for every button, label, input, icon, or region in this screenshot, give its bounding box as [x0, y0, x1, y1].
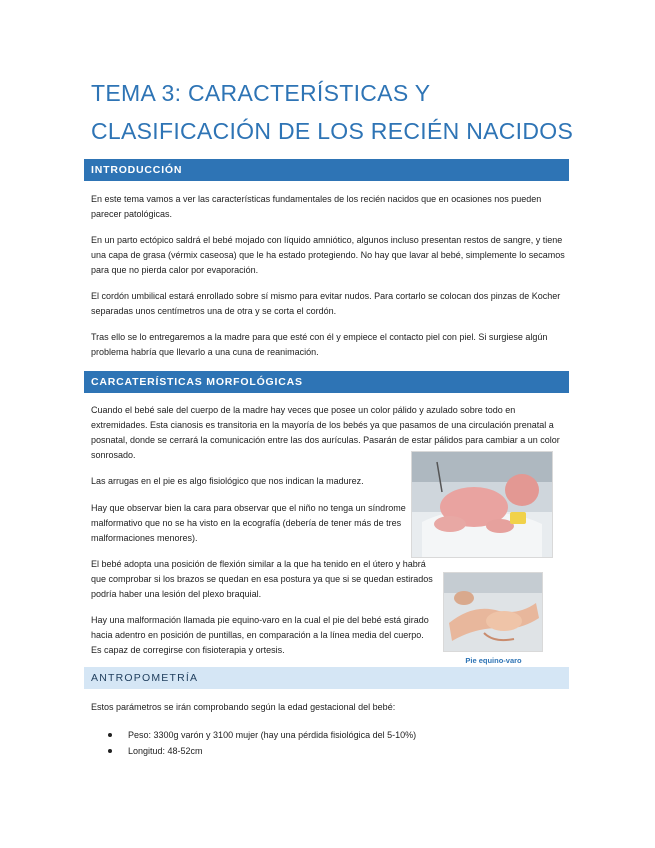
bullet-icon	[108, 749, 112, 753]
bullet-icon	[108, 733, 112, 737]
morpho-paragraph-4: El bebé adopta una posición de flexión similar a la que ha tenido en el útero y habrá que comprobar si los brazos se quedan en esa postura ya que si se quedan estirados podría haber una lesión del plexo braquial.	[91, 559, 433, 599]
clubfoot-caption: Pie equino-varo	[465, 656, 522, 665]
morpho-paragraph-1: Cuando el bebé sale del cuerpo de la madre hay veces que posee un color pálido y azulado sobre todo en extremidades. Esta cianosis es transitoria en la mayoría de los bebés ya que pasamos de una circulación prenatal a posnatal, donde se cerrará la comunicación entre las dos aurículas. Pasarán de estar pálidos para cambiar a un color sonrosado.	[91, 405, 560, 460]
intro-paragraph-2: En un parto ectópico saldrá el bebé mojado con líquido amniótico, algunos incluso presentan restos de sangre, y tiene una capa de grasa (vérmix caseosa) que le ha estado protegiendo. No hay que lavar al bebé, simplemente lo secamos para que no pierda calor por evaporación.	[91, 235, 565, 275]
section-heading-anthropometry: ANTROPOMETRÍA	[84, 667, 569, 689]
anthro-intro: Estos parámetros se irán comprobando según la edad gestacional del bebé:	[91, 702, 396, 712]
intro-paragraph-4: Tras ello se lo entregaremos a la madre para que esté con él y empiece el contacto piel con piel. Si surgiese algún problema habría que llevarlo a una cuna de reanimación.	[91, 332, 548, 357]
anthro-bullet-list	[108, 727, 416, 759]
intro-paragraph-1: En este tema vamos a ver las características fundamentales de los recién nacidos que en ocasiones nos pueden parecer patológicas.	[91, 194, 542, 219]
list-item	[108, 743, 416, 759]
morpho-paragraph-3: Hay que observar bien la cara para observar que el niño no tenga un síndrome malformativo que no se ha visto en la ecografía (debería de tener más de tres malformaciones menores).	[91, 503, 406, 543]
morpho-paragraph-2: Las arrugas en el pie es algo fisiológico que nos indican la madurez.	[91, 476, 364, 486]
clubfoot-photo	[443, 572, 543, 652]
list-item	[108, 727, 416, 743]
page-title	[91, 74, 591, 150]
bullet-text-length: Longitud: 48-52cm	[128, 746, 203, 756]
title-line-2: CLASIFICACIÓN DE LOS RECIÉN NACIDOS	[91, 118, 574, 144]
bullet-text-weight: Peso: 3300g varón y 3100 mujer (hay una pérdida fisiológica del 5-10%)	[128, 730, 417, 740]
title-line-1: TEMA 3: CARACTERÍSTICAS Y	[91, 80, 431, 106]
section-heading-intro: INTRODUCCIÓN	[84, 159, 569, 181]
intro-paragraph-3: El cordón umbilical estará enrollado sobre sí mismo para evitar nudos. Para cortarlo se colocan dos pinzas de Kocher separadas unos centímetros una de otra y se corta el cordón.	[91, 291, 561, 316]
section-heading-morphology: CARCATERÍSTICAS MORFOLÓGICAS	[84, 371, 569, 393]
newborn-photo	[411, 451, 553, 558]
morpho-paragraph-5: Hay una malformación llamada pie equino-varo en la cual el pie del bebé está girado hacia adentro en posición de puntillas, en comparación a la línea media del cuerpo. Es capaz de corregirse con fisioterapia y ortesis.	[91, 615, 429, 655]
